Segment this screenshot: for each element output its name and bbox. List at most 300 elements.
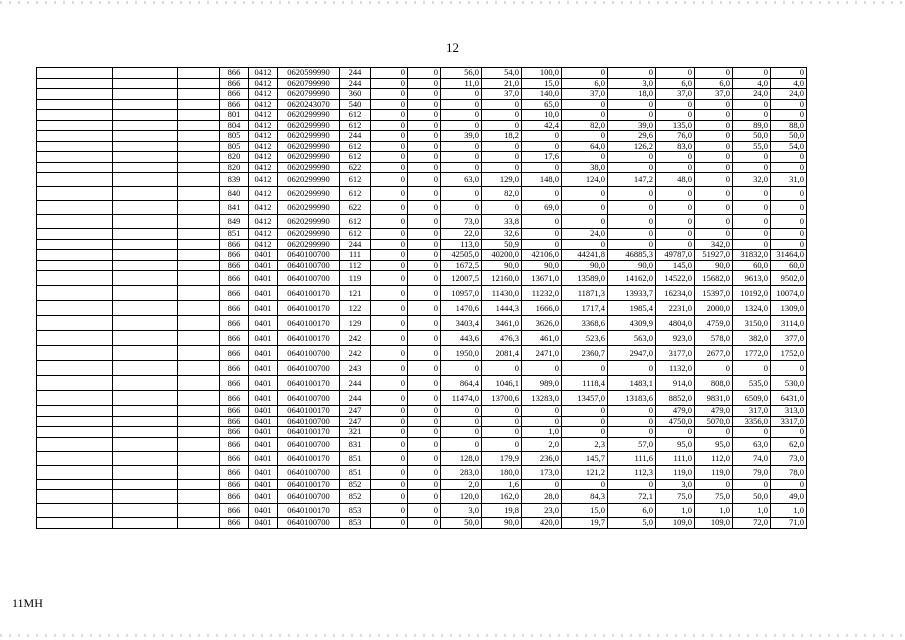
value-cell: 0 <box>408 229 441 240</box>
code-cell: 820 <box>220 162 249 173</box>
code-cell: 866 <box>220 361 249 376</box>
value-cell: 5,0 <box>608 518 656 529</box>
value-cell: 32,0 <box>733 173 771 187</box>
value-cell: 0 <box>371 162 408 173</box>
value-cell: 1985,4 <box>608 301 656 316</box>
code-cell: 852 <box>340 490 371 504</box>
value-cell: 0 <box>608 99 656 110</box>
value-cell: 0 <box>608 361 656 376</box>
value-cell: 0 <box>371 451 408 465</box>
code-cell: 622 <box>340 201 371 215</box>
value-cell: 0 <box>482 361 522 376</box>
value-cell: 2677,0 <box>695 346 733 361</box>
value-cell: 236,0 <box>522 451 562 465</box>
value-cell: 864,4 <box>441 376 482 391</box>
blank-cell <box>113 271 178 286</box>
value-cell: 6,0 <box>656 78 695 89</box>
value-cell: 63,0 <box>441 173 482 187</box>
code-cell: 0620299990 <box>278 110 340 121</box>
table-row <box>37 479 866 490</box>
code-cell: 866 <box>220 301 249 316</box>
value-cell: 0 <box>408 78 441 89</box>
value-cell: 13457,0 <box>562 391 608 406</box>
value-cell: 0 <box>608 152 656 163</box>
code-cell: 0401 <box>249 518 278 529</box>
code-cell: 805 <box>220 131 249 142</box>
code-cell: 0640100700 <box>278 361 340 376</box>
value-cell: 914,0 <box>656 376 695 391</box>
code-cell: 866 <box>220 437 249 451</box>
value-cell: 50,0 <box>771 131 807 142</box>
value-cell: 0 <box>408 187 441 201</box>
value-cell: 0 <box>656 68 695 79</box>
value-cell: 461,0 <box>522 331 562 346</box>
page-number: 12 <box>446 40 459 55</box>
code-cell: 866 <box>220 490 249 504</box>
blank-cell <box>37 406 113 417</box>
value-cell: 4759,0 <box>695 316 733 331</box>
value-cell: 9831,0 <box>695 391 733 406</box>
blank-cell <box>178 131 220 142</box>
code-cell: 0412 <box>249 120 278 131</box>
value-cell: 112,0 <box>695 451 733 465</box>
value-cell: 13671,0 <box>522 271 562 286</box>
code-cell: 244 <box>340 68 371 79</box>
code-cell: 0401 <box>249 406 278 417</box>
value-cell: 0 <box>408 260 441 271</box>
value-cell: 63,0 <box>733 437 771 451</box>
value-cell: 90,0 <box>482 518 522 529</box>
code-cell: 0640100700 <box>278 391 340 406</box>
value-cell: 51927,0 <box>695 250 733 261</box>
code-cell: 0640100700 <box>278 260 340 271</box>
value-cell: 71,0 <box>771 518 807 529</box>
value-cell: 15,0 <box>562 504 608 518</box>
value-cell: 4,0 <box>733 78 771 89</box>
value-cell: 2360,7 <box>562 346 608 361</box>
code-cell: 0401 <box>249 361 278 376</box>
table-row <box>37 215 866 229</box>
code-cell: 0412 <box>249 141 278 152</box>
value-cell: 0 <box>608 479 656 490</box>
blank-cell <box>37 376 113 391</box>
code-cell: 866 <box>220 286 249 301</box>
code-cell: 866 <box>220 239 249 250</box>
blank-cell <box>178 427 220 438</box>
value-cell: 13933,7 <box>608 286 656 301</box>
value-cell: 0 <box>771 229 807 240</box>
value-cell: 0 <box>482 141 522 152</box>
value-cell: 0 <box>656 201 695 215</box>
code-cell: 0412 <box>249 89 278 100</box>
code-cell: 0412 <box>249 78 278 89</box>
value-cell: 989,0 <box>522 376 562 391</box>
value-cell: 0 <box>771 99 807 110</box>
value-cell: 11,0 <box>441 78 482 89</box>
blank-cell <box>178 391 220 406</box>
value-cell: 14522,0 <box>656 271 695 286</box>
value-cell: 0 <box>371 406 408 417</box>
code-cell: 0640100700 <box>278 250 340 261</box>
value-cell: 140,0 <box>522 89 562 100</box>
code-cell: 111 <box>340 250 371 261</box>
value-cell: 0 <box>408 490 441 504</box>
code-cell: 612 <box>340 229 371 240</box>
value-cell: 479,0 <box>656 406 695 417</box>
value-cell: 0 <box>371 301 408 316</box>
blank-cell <box>113 376 178 391</box>
code-cell: 0412 <box>249 99 278 110</box>
blank-cell <box>37 301 113 316</box>
value-cell: 0 <box>441 406 482 417</box>
value-cell: 0 <box>371 131 408 142</box>
value-cell: 0 <box>562 68 608 79</box>
code-cell: 247 <box>340 416 371 427</box>
value-cell: 0 <box>522 229 562 240</box>
value-cell: 33,8 <box>482 215 522 229</box>
value-cell: 0 <box>408 131 441 142</box>
value-cell: 0 <box>656 152 695 163</box>
value-cell: 0 <box>695 187 733 201</box>
value-cell: 0 <box>441 416 482 427</box>
scan-edge-top <box>0 1 905 4</box>
table-row <box>37 229 866 240</box>
table-row <box>37 78 866 89</box>
blank-cell <box>178 229 220 240</box>
value-cell: 72,0 <box>733 518 771 529</box>
blank-cell <box>37 250 113 261</box>
blank-cell <box>178 331 220 346</box>
value-cell: 6431,0 <box>771 391 807 406</box>
value-cell: 111,0 <box>656 451 695 465</box>
code-cell: 0401 <box>249 479 278 490</box>
value-cell: 0 <box>371 260 408 271</box>
blank-cell <box>178 490 220 504</box>
value-cell: 563,0 <box>608 331 656 346</box>
value-cell: 0 <box>408 68 441 79</box>
value-cell: 179,9 <box>482 451 522 465</box>
value-cell: 0 <box>371 239 408 250</box>
blank-cell <box>178 250 220 261</box>
value-cell: 73,0 <box>441 215 482 229</box>
value-cell: 0 <box>371 416 408 427</box>
blank-cell <box>178 451 220 465</box>
code-cell: 0640100700 <box>278 437 340 451</box>
value-cell: 0 <box>522 187 562 201</box>
value-cell: 0 <box>656 229 695 240</box>
value-cell: 0 <box>371 331 408 346</box>
value-cell: 0 <box>562 131 608 142</box>
value-cell: 0 <box>482 110 522 121</box>
table-row <box>37 518 866 529</box>
code-cell: 851 <box>340 465 371 479</box>
value-cell: 0 <box>441 141 482 152</box>
code-cell: 612 <box>340 152 371 163</box>
value-cell: 0 <box>408 271 441 286</box>
code-cell: 805 <box>220 141 249 152</box>
value-cell: 100,0 <box>522 68 562 79</box>
value-cell: 1,0 <box>771 504 807 518</box>
blank-cell <box>113 239 178 250</box>
code-cell: 0412 <box>249 173 278 187</box>
value-cell: 1,0 <box>656 504 695 518</box>
value-cell: 535,0 <box>733 376 771 391</box>
value-cell: 14162,0 <box>608 271 656 286</box>
value-cell: 31464,0 <box>771 250 807 261</box>
code-cell: 0620299990 <box>278 229 340 240</box>
code-cell: 0640100700 <box>278 518 340 529</box>
code-cell: 0620299990 <box>278 215 340 229</box>
blank-cell <box>37 239 113 250</box>
value-cell: 3,0 <box>608 78 656 89</box>
value-cell: 0 <box>733 187 771 201</box>
table-row <box>37 162 866 173</box>
value-cell: 90,0 <box>522 260 562 271</box>
value-cell: 129,0 <box>482 173 522 187</box>
value-cell: 42106,0 <box>522 250 562 261</box>
value-cell: 2,3 <box>562 437 608 451</box>
value-cell: 0 <box>608 416 656 427</box>
value-cell: 0 <box>408 406 441 417</box>
value-cell: 79,0 <box>733 465 771 479</box>
value-cell: 0 <box>771 152 807 163</box>
code-cell: 841 <box>220 201 249 215</box>
value-cell: 50,0 <box>441 518 482 529</box>
value-cell: 1666,0 <box>522 301 562 316</box>
code-cell: 0620799990 <box>278 78 340 89</box>
value-cell: 24,0 <box>562 229 608 240</box>
value-cell: 0 <box>733 239 771 250</box>
value-cell: 0 <box>522 361 562 376</box>
value-cell: 479,0 <box>695 406 733 417</box>
code-cell: 242 <box>340 346 371 361</box>
code-cell: 853 <box>340 504 371 518</box>
code-cell: 0401 <box>249 427 278 438</box>
value-cell: 72,1 <box>608 490 656 504</box>
value-cell: 0 <box>408 99 441 110</box>
value-cell: 0 <box>522 479 562 490</box>
value-cell: 0 <box>522 215 562 229</box>
value-cell: 1046,1 <box>482 376 522 391</box>
blank-cell <box>178 406 220 417</box>
blank-cell <box>178 376 220 391</box>
code-cell: 0640100170 <box>278 301 340 316</box>
value-cell: 0 <box>371 99 408 110</box>
value-cell: 9502,0 <box>771 271 807 286</box>
value-cell: 37,0 <box>656 89 695 100</box>
table-row <box>37 504 866 518</box>
value-cell: 22,0 <box>441 229 482 240</box>
value-cell: 0 <box>408 162 441 173</box>
value-cell: 135,0 <box>656 120 695 131</box>
value-cell: 11232,0 <box>522 286 562 301</box>
code-cell: 866 <box>220 260 249 271</box>
blank-cell <box>113 78 178 89</box>
value-cell: 0 <box>408 331 441 346</box>
blank-cell <box>37 286 113 301</box>
code-cell: 866 <box>220 68 249 79</box>
value-cell: 120,0 <box>441 490 482 504</box>
value-cell: 39,0 <box>441 131 482 142</box>
value-cell: 0 <box>771 201 807 215</box>
table-row <box>37 131 866 142</box>
table-row <box>37 391 866 406</box>
value-cell: 313,0 <box>771 406 807 417</box>
value-cell: 0 <box>482 152 522 163</box>
code-cell: 0640100700 <box>278 416 340 427</box>
code-cell: 0640100700 <box>278 346 340 361</box>
value-cell: 0 <box>608 229 656 240</box>
value-cell: 0 <box>408 120 441 131</box>
value-cell: 1,0 <box>695 504 733 518</box>
value-cell: 62,0 <box>771 437 807 451</box>
code-cell: 0620599990 <box>278 68 340 79</box>
code-cell: 612 <box>340 187 371 201</box>
value-cell: 0 <box>695 427 733 438</box>
value-cell: 147,2 <box>608 173 656 187</box>
value-cell: 0 <box>408 152 441 163</box>
value-cell: 18,0 <box>608 89 656 100</box>
value-cell: 3403,4 <box>441 316 482 331</box>
blank-cell <box>178 479 220 490</box>
blank-cell <box>37 361 113 376</box>
blank-cell <box>178 271 220 286</box>
blank-cell <box>113 391 178 406</box>
code-cell: 0620799990 <box>278 89 340 100</box>
value-cell: 0 <box>371 490 408 504</box>
value-cell: 10192,0 <box>733 286 771 301</box>
value-cell: 808,0 <box>695 376 733 391</box>
value-cell: 16234,0 <box>656 286 695 301</box>
value-cell: 0 <box>733 229 771 240</box>
value-cell: 377,0 <box>771 331 807 346</box>
blank-cell <box>178 152 220 163</box>
value-cell: 28,0 <box>522 490 562 504</box>
value-cell: 0 <box>522 162 562 173</box>
value-cell: 0 <box>771 427 807 438</box>
value-cell: 0 <box>371 152 408 163</box>
table-row <box>37 361 866 376</box>
blank-cell <box>37 331 113 346</box>
code-cell: 119 <box>340 271 371 286</box>
value-cell: 2947,0 <box>608 346 656 361</box>
code-cell: 0401 <box>249 286 278 301</box>
value-cell: 1118,4 <box>562 376 608 391</box>
blank-cell <box>113 286 178 301</box>
code-cell: 0401 <box>249 465 278 479</box>
value-cell: 0 <box>408 110 441 121</box>
blank-cell <box>113 260 178 271</box>
footer-code: 11МН <box>12 596 43 610</box>
blank-cell <box>178 89 220 100</box>
value-cell: 3,0 <box>441 504 482 518</box>
value-cell: 0 <box>733 215 771 229</box>
value-cell: 11474,0 <box>441 391 482 406</box>
value-cell: 12007,5 <box>441 271 482 286</box>
code-cell: 866 <box>220 99 249 110</box>
value-cell: 382,0 <box>733 331 771 346</box>
code-cell: 0640100170 <box>278 316 340 331</box>
blank-cell <box>113 479 178 490</box>
blank-cell <box>37 465 113 479</box>
value-cell: 3150,0 <box>733 316 771 331</box>
code-cell: 866 <box>220 391 249 406</box>
blank-cell <box>178 99 220 110</box>
value-cell: 10957,0 <box>441 286 482 301</box>
blank-cell <box>113 173 178 187</box>
code-cell: 804 <box>220 120 249 131</box>
value-cell: 0 <box>522 131 562 142</box>
table-row <box>37 201 866 215</box>
blank-cell <box>113 89 178 100</box>
value-cell: 0 <box>408 518 441 529</box>
value-cell: 109,0 <box>695 518 733 529</box>
blank-cell <box>178 201 220 215</box>
code-cell: 247 <box>340 406 371 417</box>
value-cell: 0 <box>771 68 807 79</box>
blank-cell <box>178 215 220 229</box>
value-cell: 0 <box>771 479 807 490</box>
value-cell: 0 <box>656 110 695 121</box>
value-cell: 31832,0 <box>733 250 771 261</box>
blank-cell <box>113 110 178 121</box>
blank-cell <box>113 99 178 110</box>
value-cell: 0 <box>371 215 408 229</box>
code-cell: 851 <box>340 451 371 465</box>
value-cell: 6,0 <box>562 78 608 89</box>
value-cell: 4,0 <box>771 78 807 89</box>
blank-cell <box>178 346 220 361</box>
code-cell: 622 <box>340 162 371 173</box>
value-cell: 1717,4 <box>562 301 608 316</box>
table-row <box>37 301 866 316</box>
code-cell: 831 <box>340 437 371 451</box>
blank-cell <box>37 141 113 152</box>
value-cell: 0 <box>371 427 408 438</box>
blank-cell <box>37 451 113 465</box>
blank-cell <box>113 316 178 331</box>
value-cell: 3368,6 <box>562 316 608 331</box>
code-cell: 0640100170 <box>278 427 340 438</box>
value-cell: 17,6 <box>522 152 562 163</box>
blank-cell <box>178 162 220 173</box>
value-cell: 82,0 <box>482 187 522 201</box>
code-cell: 0401 <box>249 437 278 451</box>
value-cell: 1672,5 <box>441 260 482 271</box>
budget-table <box>36 67 866 529</box>
blank-cell <box>178 361 220 376</box>
code-cell: 849 <box>220 215 249 229</box>
code-cell: 866 <box>220 271 249 286</box>
blank-cell <box>113 331 178 346</box>
value-cell: 54,0 <box>771 141 807 152</box>
value-cell: 0 <box>371 68 408 79</box>
value-cell: 73,0 <box>771 451 807 465</box>
code-cell: 866 <box>220 465 249 479</box>
value-cell: 10,0 <box>522 110 562 121</box>
value-cell: 420,0 <box>522 518 562 529</box>
blank-cell <box>113 416 178 427</box>
value-cell: 2,0 <box>522 437 562 451</box>
value-cell: 0 <box>408 301 441 316</box>
value-cell: 76,0 <box>656 131 695 142</box>
value-cell: 19,7 <box>562 518 608 529</box>
code-cell: 112 <box>340 260 371 271</box>
value-cell: 0 <box>408 173 441 187</box>
value-cell: 0 <box>408 427 441 438</box>
table-row <box>37 187 866 201</box>
value-cell: 82,0 <box>562 120 608 131</box>
